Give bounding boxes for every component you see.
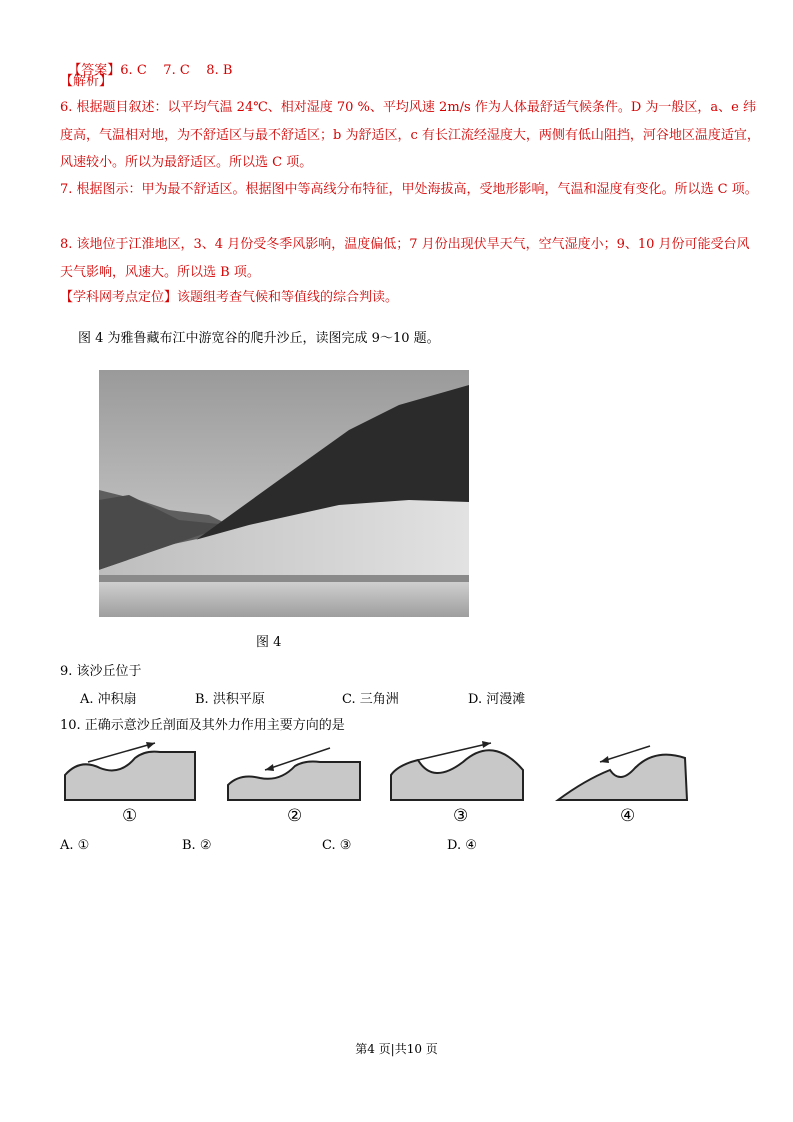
question-intro: 图 4 为雅鲁藏布江中游宽谷的爬升沙丘，读图完成 9～10 题。 (78, 331, 440, 346)
question-9-stem: 9. 该沙丘位于 (60, 664, 142, 679)
q10-option-c[interactable]: C. ③ (322, 838, 352, 853)
analysis-paragraph-6: 6. 根据题目叙述：以平均气温 24℃、相对湿度 70 %、平均风速 2m/s 作为人体最舒适气候条件。D 为一般区，a、e 纬度高，气温相对地，为不舒适区与最不舒适区；b 为舒适区，c 有长江流经湿度大，两侧有低山阻挡，河谷地区温度适宜，风速较小。所以为最舒适区。所以选 C 项。 (60, 100, 760, 170)
diagram-label-2: ② (287, 806, 303, 826)
analysis-paragraph-7: 7. 根据图示：甲为最不舒适区。根据图中等高线分布特征，甲处海拔高，受地形影响，气温和湿度有变化。所以选 C 项。 (60, 182, 758, 197)
figure-caption: 图 4 (256, 635, 282, 650)
q9-option-d[interactable]: D. 河漫滩 (468, 692, 526, 707)
dune-profile-4 (555, 740, 695, 808)
diagram-label-4: ④ (620, 806, 636, 826)
answer-text: 6. C 7. C 8. B (120, 63, 233, 78)
q10-option-d[interactable]: D. ④ (447, 838, 477, 853)
page-footer: 第4 页|共10 页 (355, 1042, 438, 1056)
dune-profile-1 (60, 740, 200, 808)
answer-label: 【答案】 (68, 63, 121, 78)
diagram-label-3: ③ (453, 806, 469, 826)
analysis-label: 【解析】 (60, 74, 113, 89)
sand-dune-photo (99, 370, 469, 617)
knowledge-point: 【学科网考点定位】该题组考查气候和等值线的综合判读。 (60, 290, 399, 305)
q9-option-c[interactable]: C. 三角洲 (342, 692, 399, 707)
q10-option-a[interactable]: A. ① (60, 838, 90, 853)
diagram-label-1: ① (122, 806, 138, 826)
question-10-stem: 10. 正确示意沙丘剖面及其外力作用主要方向的是 (60, 718, 345, 733)
analysis-paragraph-8: 8. 该地位于江淮地区，3、4 月份受冬季风影响，温度偏低；7 月份出现伏旱天气，空气湿度小；9、10 月份可能受台风天气影响，风速大。所以选 B 项。 (60, 237, 750, 280)
dune-profile-3 (388, 740, 528, 808)
q9-option-b[interactable]: B. 洪积平原 (195, 692, 265, 707)
q10-option-b[interactable]: B. ② (182, 838, 212, 853)
dune-profile-2 (225, 740, 365, 808)
q9-option-a[interactable]: A. 冲积扇 (80, 692, 137, 707)
